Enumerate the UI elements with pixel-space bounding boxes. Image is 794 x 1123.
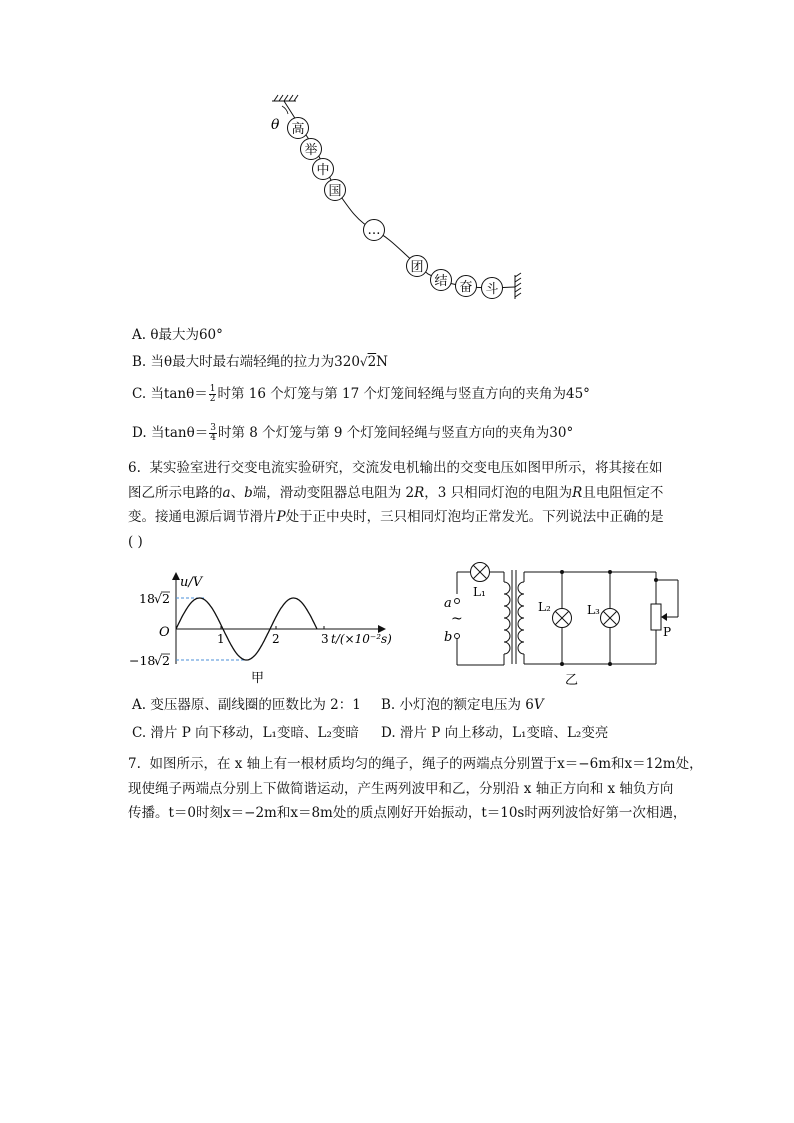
x-tick-label: 3 [321, 632, 329, 646]
circuit-caption: 乙 [565, 673, 579, 688]
graph-caption: 甲 [251, 671, 265, 686]
svg-text:√: √ [154, 653, 162, 668]
svg-text:~: ~ [451, 611, 463, 627]
angle-label: θ [271, 117, 280, 133]
q6-stem: 6. 某实验室进行交变电流实验研究，交流发电机输出的交变电压如图甲所示，将其接在如 图乙所示电路的a、b端，滑动变阻器总电阻为 2R，3 只相同灯泡的电阻为R且电阻恒定不 变。接通电源后调节滑片P处于正中央时，三只相同灯泡均正常发光。下列说法中正确的是 ( ) [128, 460, 664, 550]
terminal-a [455, 599, 460, 604]
svg-text:L₁: L₁ [473, 585, 486, 599]
q6-option-b: B. 小灯泡的额定电压为 6V [381, 697, 544, 713]
circuit-diagram [438, 556, 688, 690]
x-tick-label: 2 [272, 632, 280, 646]
q5-option-c: C. 当tanθ＝ $\frac{1}{2}$ 时第 16 个灯笼与第 17 个灯笼间轻绳与竖直方向的夹角为45° [132, 384, 590, 404]
y-axis-label: u/V [180, 575, 203, 590]
svg-text:√: √ [154, 591, 162, 606]
fraction: $\frac{1}{2}$ [209, 384, 216, 404]
terminal-b [455, 634, 460, 639]
svg-text:斗: 斗 [485, 282, 499, 297]
q5-option-d: D. 当tanθ＝ $\frac{3}{4}$ 时第 8 个灯笼与第 9 个灯笼间轻绳与竖直方向的夹角为30° [132, 423, 574, 443]
rope [284, 101, 515, 288]
svg-text:2: 2 [162, 591, 170, 606]
q7-stem: 7. 如图所示，在 x 轴上有一根材质均匀的绳子，绳子的两端点分别置于x＝−6m和x＝12m处， 现使绳子两端点分别上下做简谐运动，产生两列波甲和乙，分别沿 x 轴正方向和 x 轴负方向 传播。t＝0时刻x＝−2m和x＝8m处的质点刚好开始振动，t＝10s时两列波恰好第一次相遇， [128, 756, 703, 821]
svg-text:a: a [444, 596, 452, 611]
lantern [431, 270, 452, 291]
svg-text:P: P [663, 625, 672, 639]
y-min-label [129, 653, 170, 668]
q6-option-a: A. 变压器原、副线圈的匝数比为 2：1 [132, 697, 361, 713]
svg-text:−18: −18 [129, 653, 156, 668]
lantern [301, 139, 322, 160]
lantern [325, 180, 346, 201]
lantern [482, 278, 503, 299]
svg-text:L₂: L₂ [538, 600, 551, 614]
slider-arrow-icon [661, 613, 667, 621]
lantern [456, 276, 477, 297]
q5-option-a: A. θ最大为60° [132, 327, 223, 343]
q5-option-b: B. 当θ最大时最右端轻绳的拉力为320√2N [132, 354, 388, 370]
svg-text:L₃: L₃ [587, 603, 600, 617]
y-max-label [139, 591, 170, 606]
lantern [313, 159, 334, 180]
lantern [364, 220, 385, 241]
svg-text:结: 结 [434, 274, 448, 289]
origin-label: O [159, 625, 170, 640]
bulb-l1-icon [471, 563, 490, 582]
svg-text:中: 中 [316, 163, 330, 178]
svg-text:b: b [444, 630, 453, 645]
svg-text:…: … [367, 223, 381, 238]
lantern [288, 118, 309, 139]
svg-text:奋: 奋 [459, 280, 473, 295]
bulb-l3-icon [601, 609, 620, 628]
x-tick-label: 1 [217, 632, 225, 646]
q6-option-d: D. 滑片 P 向上移动，L₁变暗、L₂变亮 [381, 725, 609, 741]
svg-text:高: 高 [291, 122, 305, 137]
fraction: $\frac{3}{4}$ [210, 423, 216, 443]
ceiling-support-icon [272, 95, 298, 101]
voltage-graph [128, 570, 398, 690]
lantern [407, 256, 428, 277]
x-axis-label: t/(×10⁻²s) [331, 632, 392, 646]
svg-text:举: 举 [304, 143, 318, 158]
svg-text:2: 2 [162, 653, 170, 668]
bulb-l2-icon [553, 609, 572, 628]
wall-support-icon [515, 273, 521, 299]
svg-text:国: 国 [328, 184, 342, 199]
rheostat-icon [651, 604, 661, 630]
svg-text:18: 18 [139, 591, 155, 606]
svg-text:团: 团 [410, 260, 424, 275]
lantern-figure [260, 92, 540, 307]
q6-option-c: C. 滑片 P 向下移动，L₁变暗、L₂变暗 [132, 725, 359, 741]
